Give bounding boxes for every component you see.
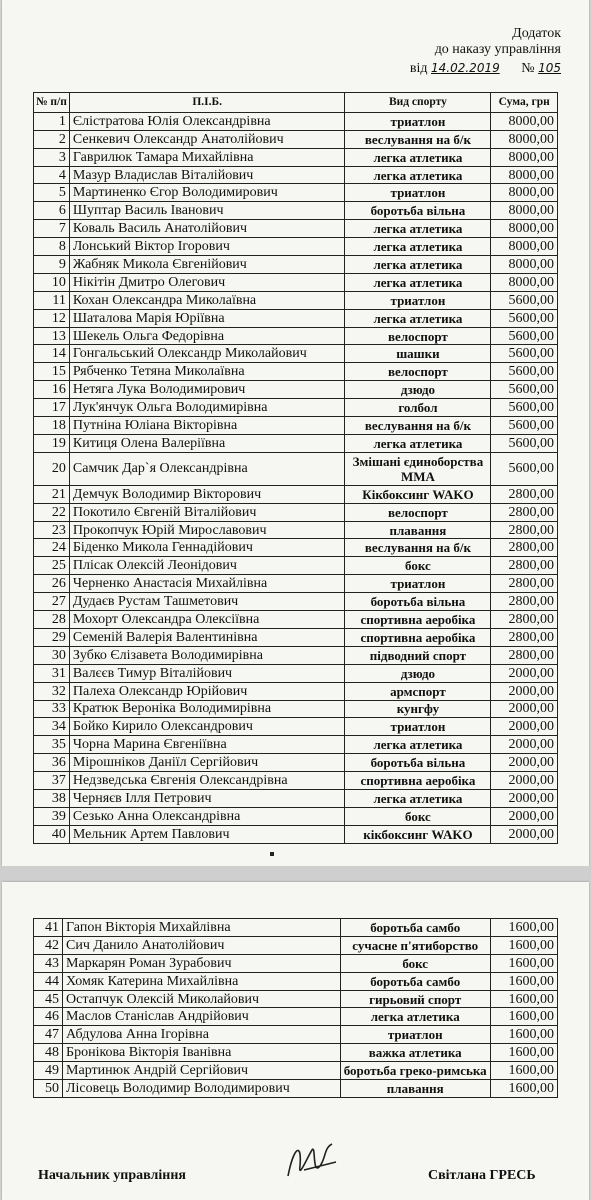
recipient-name: Маркарян Роман Зурабович: [63, 954, 341, 972]
table-body-page-2: [34, 919, 558, 1098]
recipient-name: Гаврилюк Тамара Михайлівна: [69, 148, 345, 166]
table-row: [34, 807, 558, 825]
row-number: 12: [34, 309, 70, 327]
recipient-name: Шекель Ольга Федорівна: [69, 327, 345, 345]
row-number: 3: [34, 148, 70, 166]
table-row: [34, 345, 558, 363]
row-number: 5: [34, 184, 70, 202]
table-row: [34, 575, 558, 593]
row-number: 31: [34, 664, 70, 682]
sport-type: веслування на б/к: [345, 417, 491, 435]
recipient-name: Демчук Володимир Вікторович: [69, 485, 345, 503]
recipient-name: Лонський Віктор Ігорович: [69, 238, 345, 256]
recipient-name: Маслов Станіслав Андрійович: [63, 1008, 341, 1026]
table-row: [34, 220, 558, 238]
table-row: [34, 521, 558, 539]
row-number: 32: [34, 682, 70, 700]
table-row: [34, 273, 558, 291]
row-number: 7: [34, 220, 70, 238]
page-gap: [0, 866, 591, 882]
sport-type: Змішані єдиноборства ММА: [345, 452, 491, 485]
sport-type: триатлон: [345, 112, 491, 130]
sport-type: дзюдо: [345, 381, 491, 399]
row-number: 10: [34, 273, 70, 291]
page-mark: [270, 852, 274, 856]
recipient-name: Остапчук Олексій Миколайович: [63, 990, 341, 1008]
recipient-name: Путніна Юліана Вікторівна: [69, 417, 345, 435]
sport-type: легка атлетика: [345, 434, 491, 452]
table-row: [34, 112, 558, 130]
row-number: 29: [34, 628, 70, 646]
recipient-name: Кохан Олександра Миколаївна: [69, 291, 345, 309]
recipients-table-page-1: [33, 92, 558, 844]
sport-type: плавання: [340, 1080, 490, 1098]
award-sum: 2800,00: [491, 503, 558, 521]
sport-type: триатлон: [340, 1026, 490, 1044]
table-row: [34, 954, 558, 972]
sport-type: легка атлетика: [345, 309, 491, 327]
recipient-name: Гапон Вікторія Михайлівна: [63, 919, 341, 937]
recipient-name: Мартинюк Андрій Сергійович: [63, 1062, 341, 1080]
recipient-name: Сич Данило Анатолійович: [63, 936, 341, 954]
award-sum: 1600,00: [490, 954, 557, 972]
award-sum: 1600,00: [490, 1062, 557, 1080]
recipient-name: Нікітін Дмитро Олегович: [69, 273, 345, 291]
recipient-name: Чорна Марина Євгеніївна: [69, 736, 345, 754]
award-sum: 2800,00: [491, 557, 558, 575]
recipient-name: Шаталова Марія Юріївна: [69, 309, 345, 327]
table-row: [34, 399, 558, 417]
recipient-name: Мельник Артем Павлович: [69, 825, 345, 843]
award-sum: 8000,00: [491, 273, 558, 291]
row-number: 40: [34, 825, 70, 843]
table-row: [34, 664, 558, 682]
row-number: 30: [34, 646, 70, 664]
sport-type: кікбоксинг WAKO: [345, 825, 491, 843]
award-sum: 8000,00: [491, 148, 558, 166]
sport-type: триатлон: [345, 291, 491, 309]
row-number: 16: [34, 381, 70, 399]
sport-type: легка атлетика: [345, 166, 491, 184]
sport-type: легка атлетика: [345, 148, 491, 166]
table-row: [34, 417, 558, 435]
sport-type: веслування на б/к: [345, 539, 491, 557]
award-sum: 2800,00: [491, 485, 558, 503]
award-sum: 2000,00: [491, 682, 558, 700]
table-row: [34, 718, 558, 736]
sport-type: сучасне п'ятиборство: [340, 936, 490, 954]
award-sum: 1600,00: [490, 1008, 557, 1026]
table-row: [34, 452, 558, 485]
sport-type: дзюдо: [345, 664, 491, 682]
row-number: 26: [34, 575, 70, 593]
recipient-name: Самчик Дар`я Олександрівна: [69, 452, 345, 485]
recipient-name: Зубко Єлізавета Володимирівна: [69, 646, 345, 664]
recipient-name: Бронікова Вікторія Іванівна: [63, 1044, 341, 1062]
award-sum: 2000,00: [491, 736, 558, 754]
appendix-subtitle: до наказу управління: [434, 42, 561, 57]
award-sum: 5600,00: [491, 417, 558, 435]
award-sum: 5600,00: [491, 327, 558, 345]
row-number: 34: [34, 718, 70, 736]
sport-type: триатлон: [345, 718, 491, 736]
sport-type: гирьовий спорт: [340, 990, 490, 1008]
award-sum: 1600,00: [490, 1080, 557, 1098]
sport-type: кунгфу: [345, 700, 491, 718]
recipient-name: Китиця Олена Валеріївна: [69, 434, 345, 452]
table-row: [34, 825, 558, 843]
award-sum: 2000,00: [491, 825, 558, 843]
handwritten-signature: [282, 1136, 342, 1186]
table-row: [34, 1062, 558, 1080]
recipient-name: Дудаєв Рустам Ташметович: [69, 593, 345, 611]
order-date-line: [410, 60, 561, 77]
award-sum: 5600,00: [491, 363, 558, 381]
award-sum: 2800,00: [491, 611, 558, 629]
table-row: [34, 990, 558, 1008]
recipient-name: Мохорт Олександра Олексіївна: [69, 611, 345, 629]
recipient-name: Палеха Олександр Юрійович: [69, 682, 345, 700]
table-row: [34, 754, 558, 772]
award-sum: 2800,00: [491, 646, 558, 664]
sport-type: голбол: [345, 399, 491, 417]
col-sport-header: Вид спорту: [345, 93, 491, 113]
recipient-name: Валєєв Тимур Віталійович: [69, 664, 345, 682]
row-number: 24: [34, 539, 70, 557]
signer-name: Світлана ГРЕСЬ: [428, 1168, 536, 1183]
recipient-name: Бойко Кирило Олександрович: [69, 718, 345, 736]
award-sum: 2000,00: [491, 772, 558, 790]
sport-type: велоспорт: [345, 503, 491, 521]
col-name-header: П.І.Б.: [69, 93, 345, 113]
award-sum: 5600,00: [491, 309, 558, 327]
row-number: 39: [34, 807, 70, 825]
appendix-header: [410, 26, 561, 77]
row-number: 1: [34, 112, 70, 130]
row-number: 22: [34, 503, 70, 521]
table-row: [34, 256, 558, 274]
sport-type: підводний спорт: [345, 646, 491, 664]
recipient-name: Біденко Микола Геннадійович: [69, 539, 345, 557]
table-row: [34, 1044, 558, 1062]
table-row: [34, 789, 558, 807]
award-sum: 8000,00: [491, 184, 558, 202]
row-number: 38: [34, 789, 70, 807]
table-row: [34, 381, 558, 399]
sport-type: боротьба самбо: [340, 919, 490, 937]
row-number: 17: [34, 399, 70, 417]
recipient-name: Мазур Владислав Віталійович: [69, 166, 345, 184]
row-number: 18: [34, 417, 70, 435]
row-number: 25: [34, 557, 70, 575]
row-number: 23: [34, 521, 70, 539]
recipient-name: Хомяк Катерина Михайлівна: [63, 972, 341, 990]
col-number-header: № п/п: [34, 93, 70, 113]
table-row: [34, 1080, 558, 1098]
recipient-name: Лісовець Володимир Володимирович: [63, 1080, 341, 1098]
sport-type: важка атлетика: [340, 1044, 490, 1062]
table-row: [34, 363, 558, 381]
table-row: [34, 611, 558, 629]
award-sum: 1600,00: [490, 1044, 557, 1062]
sport-type: шашки: [345, 345, 491, 363]
table-row: [34, 557, 558, 575]
recipient-name: Семеній Валерія Валентинівна: [69, 628, 345, 646]
sport-type: боротьба греко-римська: [340, 1062, 490, 1080]
recipient-name: Мірошніков Даніїл Сергійович: [69, 754, 345, 772]
sport-type: спортивна аеробіка: [345, 611, 491, 629]
recipient-name: Сезько Анна Олександрівна: [69, 807, 345, 825]
row-number: 44: [34, 972, 63, 990]
row-number: 33: [34, 700, 70, 718]
sport-type: бокс: [340, 954, 490, 972]
award-sum: 2800,00: [491, 539, 558, 557]
row-number: 11: [34, 291, 70, 309]
table-row: [34, 539, 558, 557]
row-number: 35: [34, 736, 70, 754]
award-sum: 1600,00: [490, 936, 557, 954]
row-number: 36: [34, 754, 70, 772]
recipients-table-page-2: [33, 918, 558, 1098]
award-sum: 2800,00: [491, 575, 558, 593]
sport-type: боротьба самбо: [340, 972, 490, 990]
table-row: [34, 736, 558, 754]
sport-type: армспорт: [345, 682, 491, 700]
award-sum: 1600,00: [490, 972, 557, 990]
recipient-name: Плісак Олексій Леонідович: [69, 557, 345, 575]
award-sum: 2000,00: [491, 700, 558, 718]
table-row: [34, 238, 558, 256]
row-number: 48: [34, 1044, 63, 1062]
recipient-name: Мартиненко Єгор Володимирович: [69, 184, 345, 202]
award-sum: 8000,00: [491, 202, 558, 220]
award-sum: 1600,00: [490, 1026, 557, 1044]
row-number: 4: [34, 166, 70, 184]
sport-type: легка атлетика: [345, 273, 491, 291]
sport-type: велоспорт: [345, 363, 491, 381]
row-number: 42: [34, 936, 63, 954]
order-number: 105: [538, 61, 561, 75]
table-row: [34, 291, 558, 309]
table-row: [34, 327, 558, 345]
table-row: [34, 434, 558, 452]
row-number: 50: [34, 1080, 63, 1098]
award-sum: 2800,00: [491, 593, 558, 611]
recipient-name: Рябченко Тетяна Миколаївна: [69, 363, 345, 381]
award-sum: 2800,00: [491, 521, 558, 539]
sport-type: спортивна аеробіка: [345, 628, 491, 646]
row-number: 15: [34, 363, 70, 381]
table-row: [34, 936, 558, 954]
award-sum: 2000,00: [491, 754, 558, 772]
table-row: [34, 972, 558, 990]
award-sum: 5600,00: [491, 399, 558, 417]
table-row: [34, 1008, 558, 1026]
recipient-name: Кратюк Вероніка Володимирівна: [69, 700, 345, 718]
recipient-name: Коваль Василь Анатолійович: [69, 220, 345, 238]
table-row: [34, 1026, 558, 1044]
recipient-name: Сенкевич Олександр Анатолійович: [69, 130, 345, 148]
table-row: [34, 130, 558, 148]
award-sum: 5600,00: [491, 434, 558, 452]
row-number: 47: [34, 1026, 63, 1044]
sport-type: легка атлетика: [345, 256, 491, 274]
table-row: [34, 503, 558, 521]
order-date: 14.02.2019: [431, 61, 500, 75]
row-number: 45: [34, 990, 63, 1008]
sport-type: спортивна аеробіка: [345, 772, 491, 790]
award-sum: 2000,00: [491, 807, 558, 825]
table-row: [34, 700, 558, 718]
table-row: [34, 148, 558, 166]
row-number: 9: [34, 256, 70, 274]
award-sum: 5600,00: [491, 345, 558, 363]
sport-type: плавання: [345, 521, 491, 539]
table-row: [34, 485, 558, 503]
recipient-name: Черненко Анастасія Михайлівна: [69, 575, 345, 593]
recipient-name: Прокопчук Юрій Мирославович: [69, 521, 345, 539]
award-sum: 5600,00: [491, 452, 558, 485]
recipient-name: Гонгальський Олександр Миколайович: [69, 345, 345, 363]
col-sum-header: Сума, грн: [491, 93, 558, 113]
award-sum: 2800,00: [491, 628, 558, 646]
sport-type: легка атлетика: [345, 238, 491, 256]
row-number: 13: [34, 327, 70, 345]
sport-type: Кікбоксинг WAKO: [345, 485, 491, 503]
recipient-name: Покотило Євгеній Віталійович: [69, 503, 345, 521]
table-row: [34, 682, 558, 700]
sport-type: легка атлетика: [345, 220, 491, 238]
award-sum: 5600,00: [491, 381, 558, 399]
recipient-name: Абдулова Анна Ігорівна: [63, 1026, 341, 1044]
sport-type: боротьба вільна: [345, 754, 491, 772]
table-row: [34, 184, 558, 202]
award-sum: 2000,00: [491, 789, 558, 807]
row-number: 49: [34, 1062, 63, 1080]
appendix-title: Додаток: [512, 26, 561, 41]
table-row: [34, 309, 558, 327]
row-number: 6: [34, 202, 70, 220]
sport-type: боротьба вільна: [345, 593, 491, 611]
number-label: №: [521, 61, 535, 76]
sport-type: бокс: [345, 807, 491, 825]
row-number: 20: [34, 452, 70, 485]
award-sum: 8000,00: [491, 220, 558, 238]
row-number: 21: [34, 485, 70, 503]
recipient-name: Шуптар Василь Іванович: [69, 202, 345, 220]
recipient-name: Черняєв Ілля Петрович: [69, 789, 345, 807]
table-header-row: [34, 93, 558, 113]
sport-type: легка атлетика: [340, 1008, 490, 1026]
award-sum: 5600,00: [491, 291, 558, 309]
table-row: [34, 919, 558, 937]
row-number: 27: [34, 593, 70, 611]
sport-type: легка атлетика: [345, 789, 491, 807]
award-sum: 8000,00: [491, 130, 558, 148]
award-sum: 1600,00: [490, 919, 557, 937]
row-number: 19: [34, 434, 70, 452]
sport-type: легка атлетика: [345, 736, 491, 754]
row-number: 2: [34, 130, 70, 148]
row-number: 41: [34, 919, 63, 937]
row-number: 8: [34, 238, 70, 256]
row-number: 28: [34, 611, 70, 629]
row-number: 37: [34, 772, 70, 790]
award-sum: 2000,00: [491, 664, 558, 682]
sport-type: триатлон: [345, 575, 491, 593]
recipient-name: Нетяга Лука Володимирович: [69, 381, 345, 399]
row-number: 46: [34, 1008, 63, 1026]
recipient-name: Лук'янчук Ольга Володимирівна: [69, 399, 345, 417]
table-row: [34, 166, 558, 184]
table-row: [34, 202, 558, 220]
recipient-name: Недзведська Євгенія Олександрівна: [69, 772, 345, 790]
row-number: 14: [34, 345, 70, 363]
award-sum: 8000,00: [491, 256, 558, 274]
sport-type: бокс: [345, 557, 491, 575]
sport-type: триатлон: [345, 184, 491, 202]
sport-type: боротьба вільна: [345, 202, 491, 220]
table-row: [34, 593, 558, 611]
sport-type: велоспорт: [345, 327, 491, 345]
recipient-name: Жабняк Микола Євгенійович: [69, 256, 345, 274]
date-prefix: від: [409, 61, 428, 76]
table-row: [34, 646, 558, 664]
sport-type: веслування на б/к: [345, 130, 491, 148]
signer-position: Начальник управління: [38, 1168, 186, 1183]
table-body-page-1: [34, 112, 558, 843]
award-sum: 1600,00: [490, 990, 557, 1008]
row-number: 43: [34, 954, 63, 972]
award-sum: 2000,00: [491, 718, 558, 736]
award-sum: 8000,00: [491, 166, 558, 184]
award-sum: 8000,00: [491, 238, 558, 256]
award-sum: 8000,00: [491, 112, 558, 130]
table-row: [34, 772, 558, 790]
recipient-name: Єлістратова Юлія Олександрівна: [69, 112, 345, 130]
table-row: [34, 628, 558, 646]
